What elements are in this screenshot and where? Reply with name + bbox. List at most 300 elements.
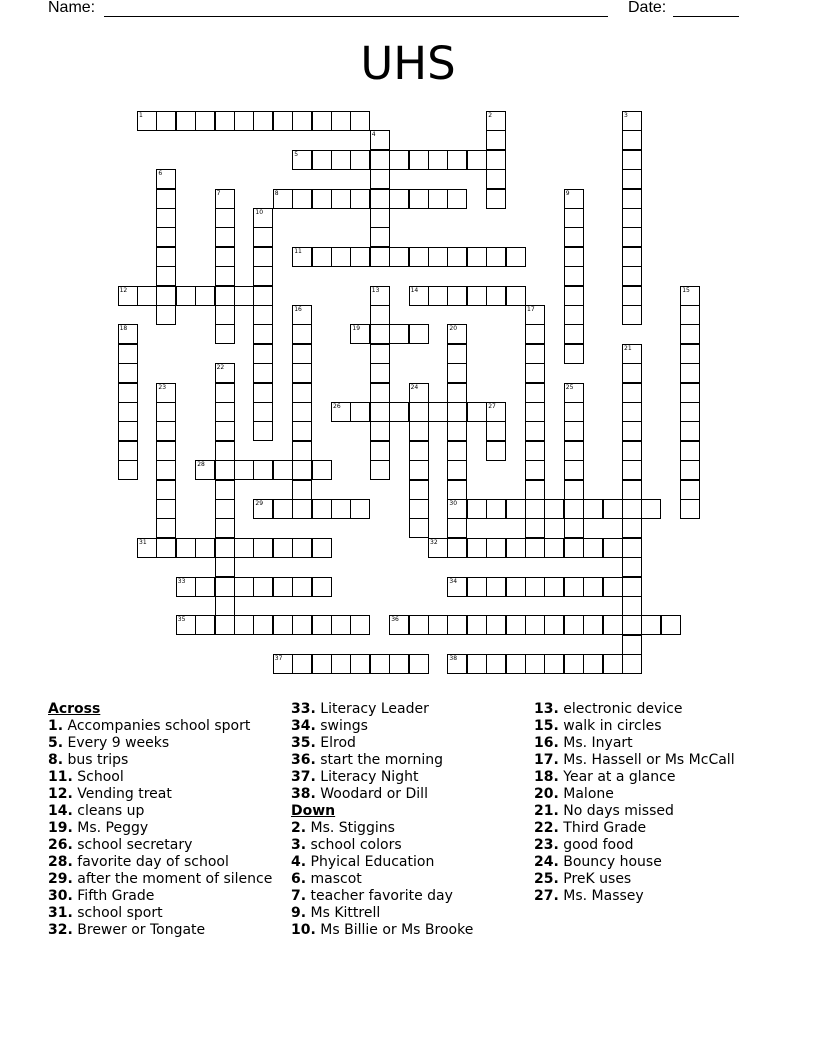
crossword-cell[interactable] <box>564 441 584 461</box>
crossword-cell[interactable] <box>118 363 138 383</box>
crossword-cell[interactable] <box>564 480 584 500</box>
crossword-cell[interactable] <box>331 499 351 519</box>
crossword-cell[interactable] <box>447 286 467 306</box>
crossword-cell[interactable] <box>622 189 642 209</box>
crossword-cell[interactable] <box>447 402 467 422</box>
crossword-cell[interactable] <box>253 111 273 131</box>
crossword-cell[interactable] <box>156 402 176 422</box>
crossword-cell[interactable] <box>564 615 584 635</box>
crossword-cell[interactable] <box>622 499 642 519</box>
crossword-cell[interactable] <box>680 460 700 480</box>
crossword-cell[interactable] <box>156 305 176 325</box>
crossword-cell[interactable] <box>370 208 390 228</box>
crossword-cell[interactable] <box>156 499 176 519</box>
crossword-cell[interactable] <box>234 286 254 306</box>
crossword-cell[interactable] <box>389 615 409 635</box>
crossword-cell[interactable] <box>447 324 467 344</box>
crossword-cell[interactable] <box>312 460 332 480</box>
crossword-cell[interactable] <box>137 111 157 131</box>
crossword-cell[interactable] <box>622 286 642 306</box>
crossword-cell[interactable] <box>447 150 467 170</box>
crossword-cell[interactable] <box>389 150 409 170</box>
crossword-cell[interactable] <box>370 441 390 461</box>
crossword-cell[interactable] <box>370 286 390 306</box>
crossword-cell[interactable] <box>312 654 332 674</box>
crossword-cell[interactable] <box>195 577 215 597</box>
crossword-cell[interactable] <box>292 402 312 422</box>
crossword-cell[interactable] <box>467 615 487 635</box>
crossword-cell[interactable] <box>486 169 506 189</box>
crossword-cell[interactable] <box>350 247 370 267</box>
crossword-cell[interactable] <box>622 247 642 267</box>
crossword-cell[interactable] <box>506 654 526 674</box>
crossword-cell[interactable] <box>273 189 293 209</box>
crossword-cell[interactable] <box>273 111 293 131</box>
crossword-cell[interactable] <box>486 577 506 597</box>
crossword-cell[interactable] <box>622 363 642 383</box>
crossword-cell[interactable] <box>409 615 429 635</box>
crossword-cell[interactable] <box>137 286 157 306</box>
crossword-cell[interactable] <box>350 189 370 209</box>
crossword-cell[interactable] <box>350 111 370 131</box>
crossword-cell[interactable] <box>215 111 235 131</box>
crossword-cell[interactable] <box>409 402 429 422</box>
crossword-cell[interactable] <box>350 324 370 344</box>
crossword-cell[interactable] <box>118 324 138 344</box>
crossword-cell[interactable] <box>622 596 642 616</box>
crossword-cell[interactable] <box>622 208 642 228</box>
crossword-cell[interactable] <box>622 635 642 655</box>
crossword-cell[interactable] <box>680 363 700 383</box>
crossword-cell[interactable] <box>680 305 700 325</box>
crossword-cell[interactable] <box>215 402 235 422</box>
crossword-cell[interactable] <box>622 441 642 461</box>
crossword-cell[interactable] <box>215 286 235 306</box>
crossword-cell[interactable] <box>622 383 642 403</box>
crossword-cell[interactable] <box>564 344 584 364</box>
crossword-cell[interactable] <box>603 577 623 597</box>
crossword-cell[interactable] <box>118 441 138 461</box>
crossword-cell[interactable] <box>215 266 235 286</box>
crossword-cell[interactable] <box>312 499 332 519</box>
crossword-cell[interactable] <box>273 577 293 597</box>
crossword-cell[interactable] <box>409 421 429 441</box>
crossword-cell[interactable] <box>292 305 312 325</box>
crossword-cell[interactable] <box>389 247 409 267</box>
crossword-cell[interactable] <box>467 577 487 597</box>
crossword-cell[interactable] <box>292 344 312 364</box>
crossword-cell[interactable] <box>215 305 235 325</box>
crossword-cell[interactable] <box>486 247 506 267</box>
crossword-cell[interactable] <box>583 654 603 674</box>
crossword-cell[interactable] <box>467 654 487 674</box>
crossword-cell[interactable] <box>544 577 564 597</box>
crossword-cell[interactable] <box>195 538 215 558</box>
crossword-cell[interactable] <box>370 169 390 189</box>
crossword-cell[interactable] <box>234 577 254 597</box>
crossword-cell[interactable] <box>370 363 390 383</box>
crossword-cell[interactable] <box>525 383 545 403</box>
crossword-cell[interactable] <box>486 441 506 461</box>
crossword-cell[interactable] <box>564 654 584 674</box>
crossword-cell[interactable] <box>370 402 390 422</box>
crossword-cell[interactable] <box>350 402 370 422</box>
crossword-cell[interactable] <box>544 538 564 558</box>
crossword-cell[interactable] <box>156 189 176 209</box>
crossword-cell[interactable] <box>215 480 235 500</box>
crossword-cell[interactable] <box>312 150 332 170</box>
crossword-cell[interactable] <box>195 460 215 480</box>
crossword-cell[interactable] <box>447 363 467 383</box>
crossword-cell[interactable] <box>253 324 273 344</box>
crossword-cell[interactable] <box>680 402 700 422</box>
crossword-cell[interactable] <box>467 538 487 558</box>
crossword-cell[interactable] <box>583 615 603 635</box>
crossword-cell[interactable] <box>234 460 254 480</box>
crossword-cell[interactable] <box>622 305 642 325</box>
crossword-cell[interactable] <box>273 499 293 519</box>
crossword-cell[interactable] <box>331 654 351 674</box>
crossword-cell[interactable] <box>215 421 235 441</box>
crossword-cell[interactable] <box>331 189 351 209</box>
crossword-cell[interactable] <box>622 654 642 674</box>
crossword-cell[interactable] <box>486 538 506 558</box>
crossword-cell[interactable] <box>156 208 176 228</box>
crossword-cell[interactable] <box>253 247 273 267</box>
crossword-cell[interactable] <box>564 247 584 267</box>
crossword-cell[interactable] <box>622 557 642 577</box>
crossword-cell[interactable] <box>195 286 215 306</box>
crossword-cell[interactable] <box>292 460 312 480</box>
crossword-cell[interactable] <box>506 615 526 635</box>
crossword-cell[interactable] <box>622 421 642 441</box>
crossword-cell[interactable] <box>253 344 273 364</box>
crossword-cell[interactable] <box>350 150 370 170</box>
crossword-cell[interactable] <box>525 324 545 344</box>
crossword-cell[interactable] <box>525 460 545 480</box>
crossword-cell[interactable] <box>486 189 506 209</box>
crossword-cell[interactable] <box>409 480 429 500</box>
crossword-cell[interactable] <box>428 189 448 209</box>
crossword-cell[interactable] <box>370 150 390 170</box>
crossword-cell[interactable] <box>156 460 176 480</box>
crossword-cell[interactable] <box>506 577 526 597</box>
crossword-cell[interactable] <box>292 150 312 170</box>
crossword-cell[interactable] <box>176 577 196 597</box>
crossword-cell[interactable] <box>156 538 176 558</box>
crossword-cell[interactable] <box>118 460 138 480</box>
crossword-cell[interactable] <box>118 383 138 403</box>
crossword-cell[interactable] <box>312 189 332 209</box>
crossword-cell[interactable] <box>253 615 273 635</box>
crossword-cell[interactable] <box>215 499 235 519</box>
crossword-cell[interactable] <box>253 383 273 403</box>
crossword-cell[interactable] <box>680 421 700 441</box>
crossword-cell[interactable] <box>312 111 332 131</box>
crossword-cell[interactable] <box>564 538 584 558</box>
crossword-cell[interactable] <box>350 654 370 674</box>
crossword-cell[interactable] <box>215 441 235 461</box>
crossword-cell[interactable] <box>486 150 506 170</box>
crossword-cell[interactable] <box>118 344 138 364</box>
crossword-cell[interactable] <box>486 654 506 674</box>
crossword-cell[interactable] <box>525 538 545 558</box>
crossword-cell[interactable] <box>564 189 584 209</box>
crossword-cell[interactable] <box>312 577 332 597</box>
crossword-cell[interactable] <box>253 305 273 325</box>
crossword-cell[interactable] <box>234 111 254 131</box>
crossword-cell[interactable] <box>447 499 467 519</box>
crossword-cell[interactable] <box>370 130 390 150</box>
crossword-cell[interactable] <box>312 247 332 267</box>
crossword-cell[interactable] <box>525 518 545 538</box>
crossword-cell[interactable] <box>525 577 545 597</box>
crossword-cell[interactable] <box>680 324 700 344</box>
crossword-cell[interactable] <box>641 615 661 635</box>
crossword-cell[interactable] <box>292 654 312 674</box>
crossword-cell[interactable] <box>215 538 235 558</box>
crossword-cell[interactable] <box>622 402 642 422</box>
crossword-cell[interactable] <box>680 383 700 403</box>
crossword-cell[interactable] <box>331 402 351 422</box>
crossword-cell[interactable] <box>428 247 448 267</box>
crossword-cell[interactable] <box>409 150 429 170</box>
crossword-cell[interactable] <box>486 499 506 519</box>
crossword-cell[interactable] <box>273 615 293 635</box>
crossword-cell[interactable] <box>447 344 467 364</box>
crossword-cell[interactable] <box>215 383 235 403</box>
crossword-cell[interactable] <box>486 286 506 306</box>
crossword-cell[interactable] <box>234 615 254 635</box>
crossword-cell[interactable] <box>525 402 545 422</box>
crossword-cell[interactable] <box>389 654 409 674</box>
crossword-cell[interactable] <box>253 286 273 306</box>
crossword-cell[interactable] <box>622 480 642 500</box>
crossword-cell[interactable] <box>447 518 467 538</box>
crossword-cell[interactable] <box>176 111 196 131</box>
crossword-cell[interactable] <box>195 615 215 635</box>
crossword-cell[interactable] <box>156 227 176 247</box>
crossword-cell[interactable] <box>564 518 584 538</box>
crossword-cell[interactable] <box>253 227 273 247</box>
crossword-cell[interactable] <box>370 324 390 344</box>
crossword-cell[interactable] <box>137 538 157 558</box>
crossword-cell[interactable] <box>622 538 642 558</box>
crossword-cell[interactable] <box>680 480 700 500</box>
crossword-cell[interactable] <box>253 363 273 383</box>
crossword-cell[interactable] <box>292 383 312 403</box>
crossword-cell[interactable] <box>273 538 293 558</box>
crossword-cell[interactable] <box>603 615 623 635</box>
crossword-cell[interactable] <box>525 499 545 519</box>
crossword-cell[interactable] <box>467 247 487 267</box>
crossword-cell[interactable] <box>215 577 235 597</box>
crossword-cell[interactable] <box>156 383 176 403</box>
crossword-cell[interactable] <box>176 538 196 558</box>
crossword-cell[interactable] <box>603 499 623 519</box>
crossword-cell[interactable] <box>389 324 409 344</box>
crossword-cell[interactable] <box>622 615 642 635</box>
crossword-cell[interactable] <box>525 363 545 383</box>
crossword-cell[interactable] <box>215 227 235 247</box>
crossword-cell[interactable] <box>486 130 506 150</box>
crossword-cell[interactable] <box>292 324 312 344</box>
crossword-cell[interactable] <box>409 324 429 344</box>
crossword-cell[interactable] <box>506 286 526 306</box>
crossword-cell[interactable] <box>447 247 467 267</box>
crossword-cell[interactable] <box>350 499 370 519</box>
crossword-cell[interactable] <box>622 577 642 597</box>
crossword-cell[interactable] <box>389 189 409 209</box>
crossword-cell[interactable] <box>544 615 564 635</box>
crossword-cell[interactable] <box>467 286 487 306</box>
crossword-cell[interactable] <box>486 421 506 441</box>
crossword-cell[interactable] <box>506 538 526 558</box>
crossword-cell[interactable] <box>215 208 235 228</box>
crossword-cell[interactable] <box>253 538 273 558</box>
crossword-cell[interactable] <box>409 189 429 209</box>
crossword-cell[interactable] <box>583 577 603 597</box>
crossword-cell[interactable] <box>312 538 332 558</box>
crossword-cell[interactable] <box>409 518 429 538</box>
crossword-cell[interactable] <box>292 499 312 519</box>
crossword-cell[interactable] <box>273 460 293 480</box>
crossword-cell[interactable] <box>370 344 390 364</box>
crossword-cell[interactable] <box>486 402 506 422</box>
crossword-cell[interactable] <box>215 363 235 383</box>
crossword-cell[interactable] <box>525 421 545 441</box>
crossword-cell[interactable] <box>273 654 293 674</box>
crossword-cell[interactable] <box>292 363 312 383</box>
crossword-cell[interactable] <box>253 499 273 519</box>
crossword-cell[interactable] <box>564 324 584 344</box>
crossword-cell[interactable] <box>370 247 390 267</box>
crossword-cell[interactable] <box>564 499 584 519</box>
crossword-cell[interactable] <box>564 402 584 422</box>
crossword-cell[interactable] <box>156 266 176 286</box>
crossword-cell[interactable] <box>234 538 254 558</box>
crossword-cell[interactable] <box>680 441 700 461</box>
crossword-cell[interactable] <box>292 441 312 461</box>
crossword-cell[interactable] <box>370 421 390 441</box>
crossword-cell[interactable] <box>292 189 312 209</box>
crossword-cell[interactable] <box>447 577 467 597</box>
crossword-cell[interactable] <box>680 499 700 519</box>
crossword-cell[interactable] <box>331 111 351 131</box>
crossword-cell[interactable] <box>622 460 642 480</box>
crossword-cell[interactable] <box>603 654 623 674</box>
crossword-cell[interactable] <box>525 480 545 500</box>
crossword-cell[interactable] <box>176 615 196 635</box>
crossword-cell[interactable] <box>447 538 467 558</box>
crossword-cell[interactable] <box>292 577 312 597</box>
crossword-cell[interactable] <box>447 421 467 441</box>
crossword-cell[interactable] <box>156 441 176 461</box>
crossword-cell[interactable] <box>622 150 642 170</box>
crossword-cell[interactable] <box>428 538 448 558</box>
crossword-cell[interactable] <box>292 480 312 500</box>
crossword-cell[interactable] <box>292 615 312 635</box>
crossword-cell[interactable] <box>525 344 545 364</box>
crossword-cell[interactable] <box>215 189 235 209</box>
crossword-cell[interactable] <box>331 615 351 635</box>
crossword-cell[interactable] <box>564 460 584 480</box>
crossword-cell[interactable] <box>428 615 448 635</box>
crossword-cell[interactable] <box>292 421 312 441</box>
crossword-cell[interactable] <box>370 383 390 403</box>
crossword-cell[interactable] <box>583 499 603 519</box>
crossword-cell[interactable] <box>641 499 661 519</box>
crossword-cell[interactable] <box>680 286 700 306</box>
crossword-cell[interactable] <box>486 615 506 635</box>
crossword-cell[interactable] <box>583 538 603 558</box>
crossword-cell[interactable] <box>447 441 467 461</box>
crossword-cell[interactable] <box>486 111 506 131</box>
crossword-cell[interactable] <box>215 596 235 616</box>
crossword-cell[interactable] <box>525 654 545 674</box>
crossword-cell[interactable] <box>506 247 526 267</box>
crossword-cell[interactable] <box>292 247 312 267</box>
crossword-cell[interactable] <box>215 247 235 267</box>
crossword-cell[interactable] <box>292 111 312 131</box>
crossword-cell[interactable] <box>409 460 429 480</box>
crossword-cell[interactable] <box>409 441 429 461</box>
crossword-cell[interactable] <box>428 402 448 422</box>
crossword-cell[interactable] <box>564 577 584 597</box>
crossword-cell[interactable] <box>564 227 584 247</box>
crossword-cell[interactable] <box>156 247 176 267</box>
crossword-cell[interactable] <box>622 518 642 538</box>
crossword-cell[interactable] <box>215 518 235 538</box>
crossword-cell[interactable] <box>409 654 429 674</box>
crossword-cell[interactable] <box>622 266 642 286</box>
crossword-cell[interactable] <box>622 344 642 364</box>
crossword-cell[interactable] <box>447 480 467 500</box>
crossword-cell[interactable] <box>447 654 467 674</box>
crossword-cell[interactable] <box>176 286 196 306</box>
crossword-cell[interactable] <box>253 266 273 286</box>
crossword-cell[interactable] <box>195 111 215 131</box>
crossword-cell[interactable] <box>564 383 584 403</box>
crossword-cell[interactable] <box>506 499 526 519</box>
crossword-cell[interactable] <box>525 441 545 461</box>
crossword-cell[interactable] <box>622 111 642 131</box>
crossword-cell[interactable] <box>253 208 273 228</box>
crossword-cell[interactable] <box>622 130 642 150</box>
crossword-cell[interactable] <box>350 615 370 635</box>
crossword-cell[interactable] <box>253 460 273 480</box>
crossword-cell[interactable] <box>428 286 448 306</box>
crossword-cell[interactable] <box>156 169 176 189</box>
crossword-cell[interactable] <box>564 266 584 286</box>
crossword-cell[interactable] <box>409 286 429 306</box>
crossword-cell[interactable] <box>118 286 138 306</box>
crossword-cell[interactable] <box>603 538 623 558</box>
crossword-cell[interactable] <box>544 499 564 519</box>
crossword-cell[interactable] <box>118 402 138 422</box>
crossword-cell[interactable] <box>215 615 235 635</box>
crossword-cell[interactable] <box>370 189 390 209</box>
crossword-cell[interactable] <box>467 150 487 170</box>
crossword-cell[interactable] <box>409 247 429 267</box>
crossword-cell[interactable] <box>467 499 487 519</box>
crossword-cell[interactable] <box>467 402 487 422</box>
crossword-cell[interactable] <box>370 460 390 480</box>
crossword-cell[interactable] <box>312 615 332 635</box>
crossword-cell[interactable] <box>680 344 700 364</box>
crossword-cell[interactable] <box>447 615 467 635</box>
crossword-cell[interactable] <box>156 111 176 131</box>
